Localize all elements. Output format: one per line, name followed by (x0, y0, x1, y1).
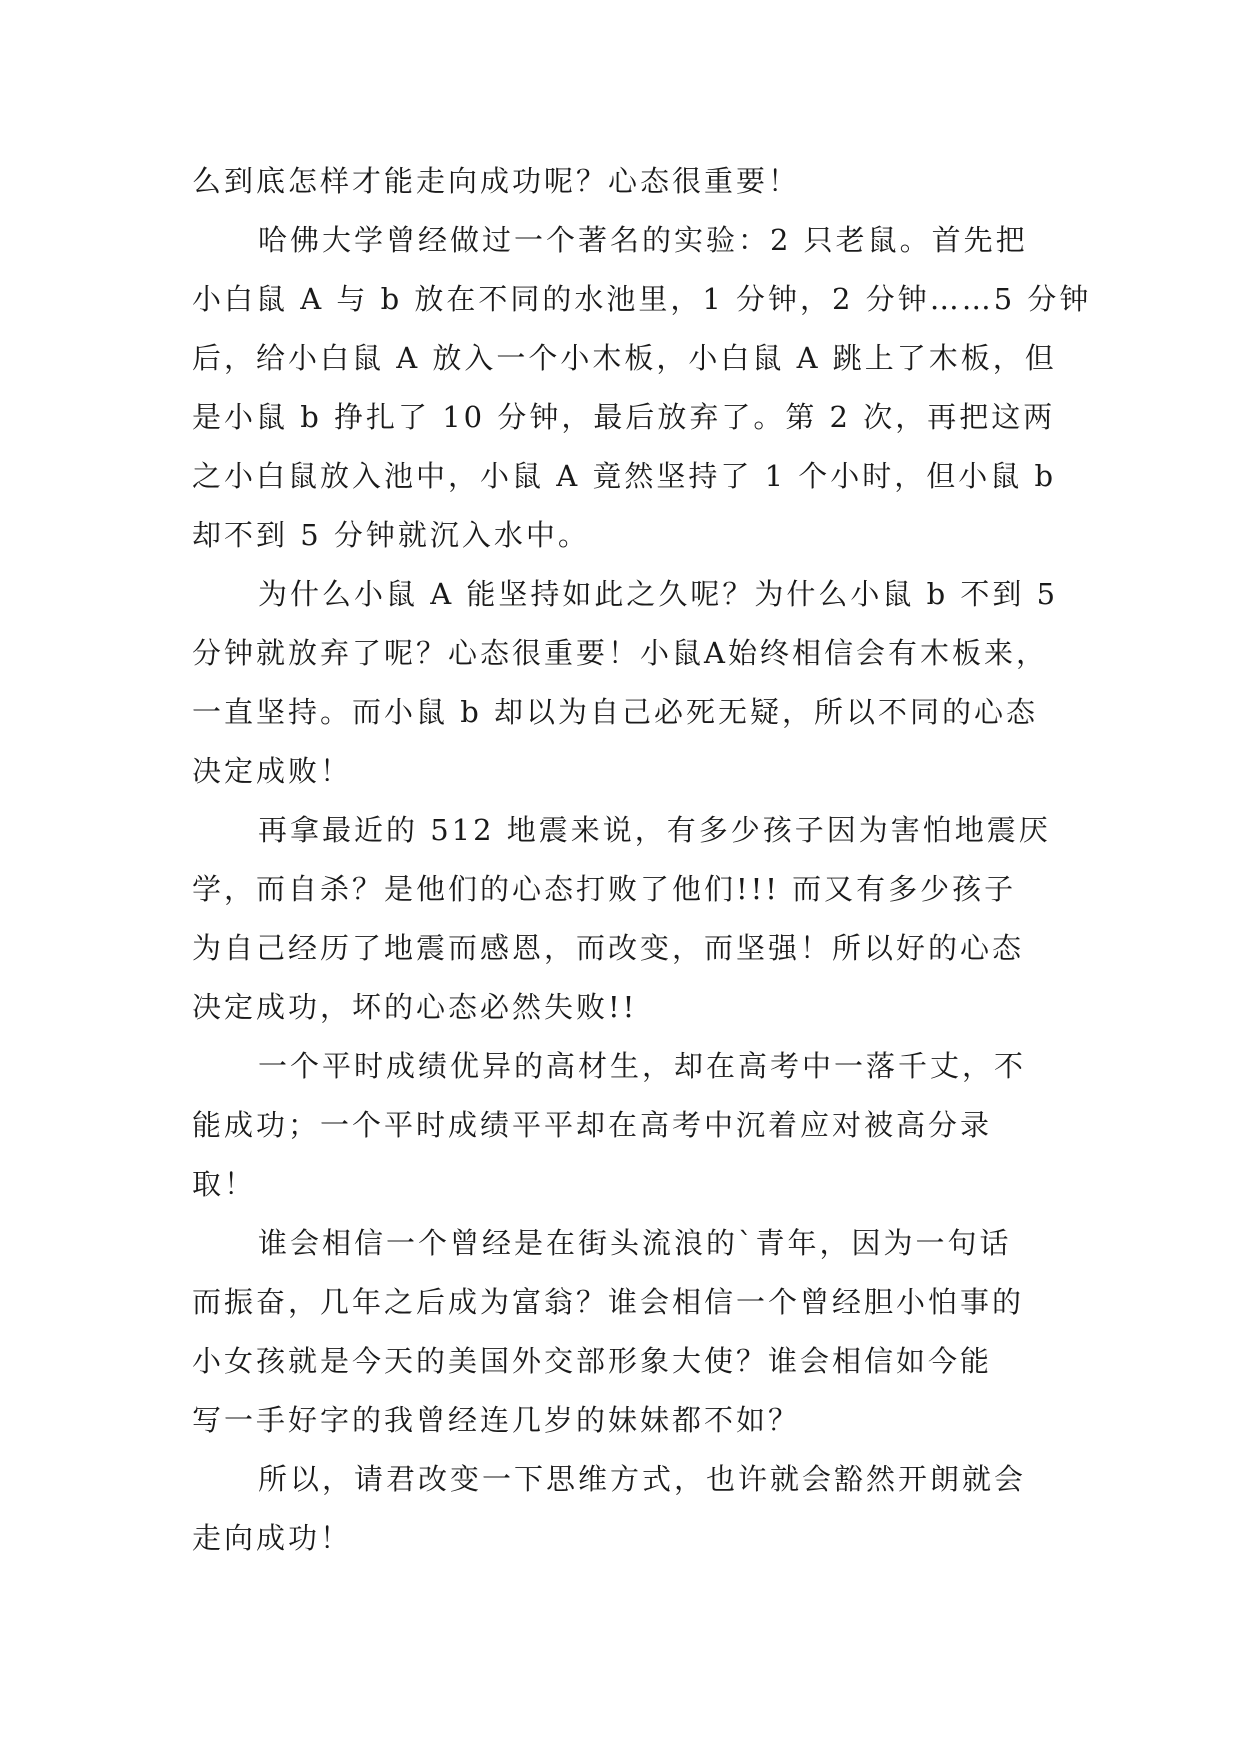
text-line: 决定成功，坏的心态必然失败!! (192, 990, 638, 1024)
paragraph (192, 801, 1058, 1037)
text-line: 却不到 5 分钟就沉入水中。 (192, 518, 590, 552)
text-line: 之小白鼠放入池中，小鼠 A 竟然坚持了 1 个小时，但小鼠 b (192, 459, 1057, 493)
text-line: 一个平时成绩优异的高材生，却在高考中一落千丈，不 (258, 1049, 1027, 1083)
text-line: 后，给小白鼠 A 放入一个小木板，小白鼠 A 跳上了木板，但 (192, 341, 1057, 375)
text-line: 一直坚持。而小鼠 b 却以为自己必死无疑，所以不同的心态 (192, 695, 1039, 729)
text-line: 么到底怎样才能走向成功呢？心态很重要！ (192, 164, 801, 198)
text-line: 所以，请君改变一下思维方式，也许就会豁然开朗就会 (258, 1462, 1027, 1496)
text-line: 为自己经历了地震而感恩，而改变，而坚强！所以好的心态 (192, 931, 1025, 965)
text-line: 小白鼠 A 与 b 放在不同的水池里，1 分钟，2 分钟……5 分钟 (192, 282, 1092, 316)
text-line: 决定成败！ (192, 754, 353, 788)
text-line: 小女孩就是今天的美国外交部形象大使？谁会相信如今能 (192, 1344, 993, 1378)
document-body (192, 152, 1092, 1568)
text-line: 学，而自杀？是他们的心态打败了他们!!! 而又有多少孩子 (192, 872, 1017, 906)
paragraph (192, 211, 1092, 565)
paragraph (192, 1450, 1058, 1568)
paragraph (192, 152, 1058, 211)
text-line: 为什么小鼠 A 能坚持如此之久呢？为什么小鼠 b 不到 5 (258, 577, 1059, 611)
text-line: 是小鼠 b 挣扎了 10 分钟，最后放弃了。第 2 次，再把这两 (192, 400, 1056, 434)
paragraph (192, 565, 1058, 801)
text-line: 写一手好字的我曾经连几岁的妹妹都不如？ (192, 1403, 801, 1437)
text-line: 走向成功！ (192, 1521, 353, 1555)
paragraph (192, 1037, 1058, 1214)
paragraph (192, 1214, 1058, 1450)
text-line: 再拿最近的 512 地震来说，有多少孩子因为害怕地震厌 (258, 813, 1051, 847)
text-line: 能成功；一个平时成绩平平却在高考中沉着应对被高分录 (192, 1108, 993, 1142)
text-line: 分钟就放弃了呢？心态很重要！小鼠A始终相信会有木板来， (192, 636, 1048, 670)
text-line: 取！ (192, 1167, 257, 1201)
text-line: 谁会相信一个曾经是在街头流浪的`青年，因为一句话 (258, 1226, 1012, 1260)
text-line: 哈佛大学曾经做过一个著名的实验：2 只老鼠。首先把 (258, 223, 1028, 257)
text-line: 而振奋，几年之后成为富翁？谁会相信一个曾经胆小怕事的 (192, 1285, 1025, 1319)
